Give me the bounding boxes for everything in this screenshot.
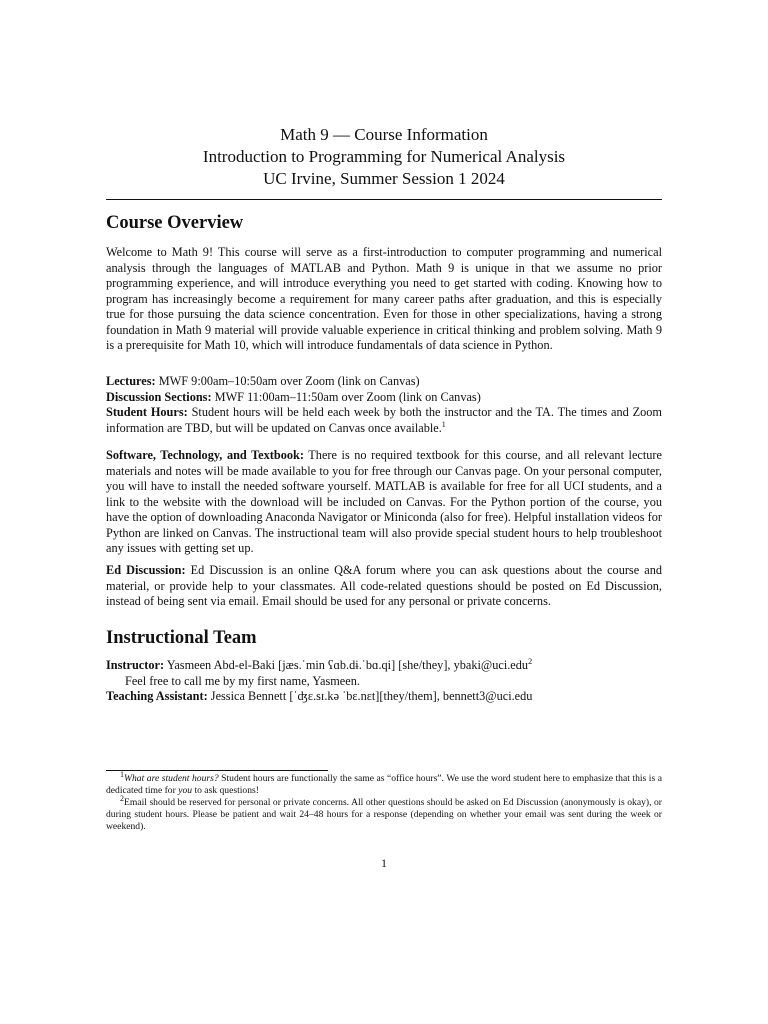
footnote-ref-1[interactable]: 1 bbox=[441, 419, 446, 429]
ed-discussion-paragraph bbox=[106, 563, 662, 610]
lectures-label: Lectures: bbox=[106, 374, 156, 388]
footnote-divider bbox=[106, 770, 328, 771]
schedule-block bbox=[106, 374, 662, 436]
footnote-1-text-a: Student hours are functionally the same as “office hours”. We use the word student here to emphasize that this is a dedicated time for bbox=[106, 773, 662, 796]
footnote-2-text: Email should be reserved for personal or private concerns. All other questions should be asked on Ed Discussion (anonymously is okay), or during student hours. Please be patient and wait 24–48 hours for a response (depending on whether your email was sent during the week or weekend). bbox=[106, 797, 662, 832]
student-hours-line bbox=[106, 405, 662, 436]
footnote-1-question: What are student hours? bbox=[124, 773, 219, 784]
ta-label: Teaching Assistant: bbox=[106, 689, 208, 703]
footnotes bbox=[106, 769, 662, 833]
footnote-ref-2[interactable]: 2 bbox=[528, 656, 533, 666]
page-number: 1 bbox=[381, 856, 387, 870]
footnote-1 bbox=[106, 769, 662, 797]
instructor-line bbox=[106, 658, 662, 674]
team-block bbox=[106, 658, 662, 705]
software-paragraph bbox=[106, 448, 662, 557]
footnote-2 bbox=[106, 793, 662, 833]
lectures-value: MWF 9:00am–10:50am over Zoom (link on Canvas) bbox=[158, 374, 420, 388]
course-overview-heading: Course Overview bbox=[106, 213, 244, 233]
discussion-line bbox=[106, 390, 662, 406]
title-block bbox=[106, 124, 662, 190]
ta-value: Jessica Bennett [ˈʤɛ.sɪ.kə ˈbɛ.nɛt][they/them], bennett3@uci.edu bbox=[210, 689, 533, 703]
software-value: There is no required textbook for this course, and all relevant lecture materials and notes will be made available to you for free through our Canvas page. On your personal computer, you will have to install the needed software yourself. MATLAB is available for free for all UCI students, and a link to the website with the download will be included on Canvas. For the Python portion of the course, you have the option of downloading Anaconda Navigator or Miniconda (also for free). Helpful installation videos for Python are linked on Canvas. The instructional team will also provide special student hours to help troubleshoot any issues with getting set up. bbox=[106, 448, 662, 555]
footnote-2-mark: 2 bbox=[120, 793, 124, 803]
lectures-line bbox=[106, 374, 662, 390]
footnote-1-you: you bbox=[178, 785, 193, 796]
document-page bbox=[106, 0, 662, 1024]
ed-discussion-value: Ed Discussion is an online Q&A forum where you can ask questions about the course and material, or provide help to your classmates. All code-related questions should be posted on Ed Discussion, instead of being sent via email. Email should be used for any personal or private concerns. bbox=[106, 563, 662, 608]
title-divider bbox=[106, 199, 662, 200]
course-overview-body: Welcome to Math 9! This course will serve as a first-introduction to computer programming and numerical analysis through the languages of MATLAB and Python. Math 9 is unique in that we assume no prior programming experience, and will introduce everything you need to get started with coding. Knowing how to program has increasingly become a requirement for many career paths after graduation, and this is especially true for those pursuing the data science concentration. Even for those in other specializations, having a strong foundation in Math 9 material will provide valuable experience in critical thinking and problem solving. Math 9 is a prerequisite for Math 10, which will introduce fundamentals of data science in Python. bbox=[106, 245, 662, 352]
discussion-value: MWF 11:00am–11:50am over Zoom (link on Canvas) bbox=[214, 389, 481, 404]
footnote-1-mark: 1 bbox=[120, 769, 124, 779]
instructional-team-heading: Instructional Team bbox=[106, 628, 257, 648]
footnote-1-text-b: to ask questions! bbox=[192, 785, 259, 796]
ed-discussion-label: Ed Discussion: bbox=[106, 563, 186, 577]
title-line-3: UC Irvine, Summer Session 1 2024 bbox=[263, 169, 505, 188]
instructor-note: Feel free to call me by my first name, Yasmeen. bbox=[125, 673, 360, 688]
software-label: Software, Technology, and Textbook: bbox=[106, 448, 304, 462]
title-line-2: Introduction to Programming for Numerical Analysis bbox=[202, 147, 566, 166]
discussion-label: Discussion Sections: bbox=[106, 389, 212, 404]
student-hours-label: Student Hours: bbox=[106, 405, 188, 419]
instructor-value: Yasmeen Abd-el-Baki [jæs.ˈmin ʕɑb.dɨ.ˈbɑ.qi] [she/they], ybaki@uci.edu bbox=[166, 658, 529, 672]
student-hours-value: Student hours will be held each week by both the instructor and the TA. The times and Zoom information are TBD, but will be updated on Canvas once available. bbox=[106, 405, 663, 435]
title-line-1: Math 9 — Course Information bbox=[280, 125, 488, 144]
instructor-label: Instructor: bbox=[106, 658, 165, 672]
ta-line bbox=[106, 689, 662, 705]
